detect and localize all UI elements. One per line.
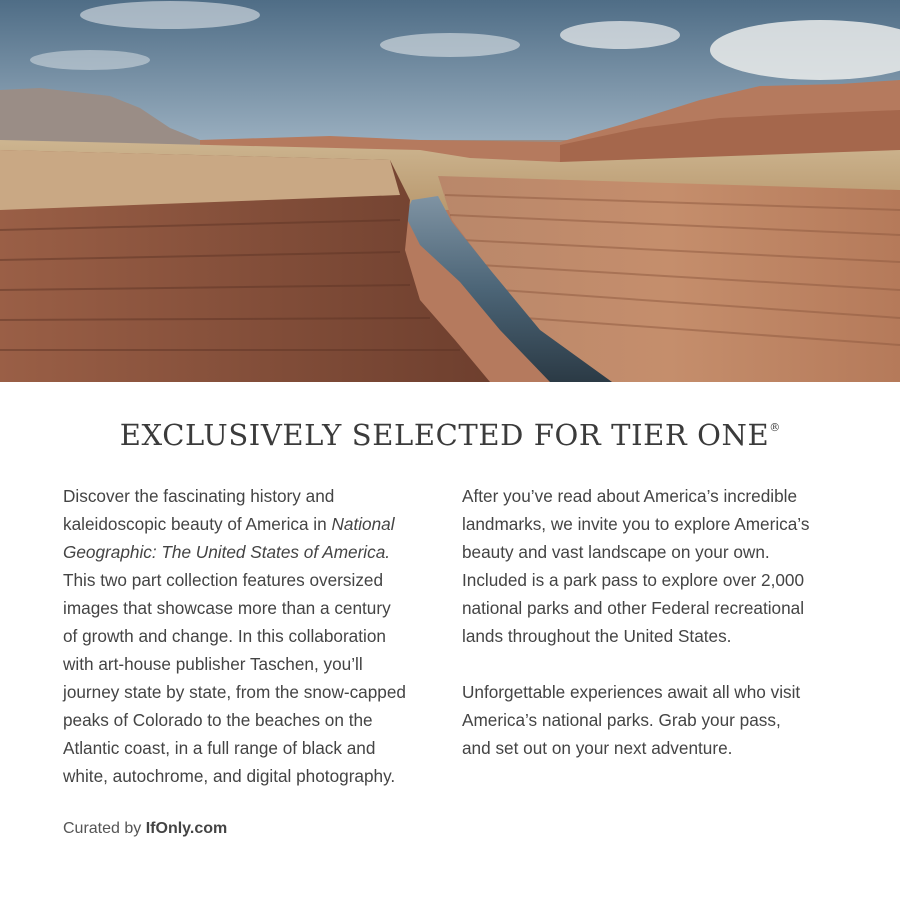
text-line: images that showcase more than a century	[63, 598, 391, 618]
right-paragraph-2	[462, 678, 846, 762]
registered-mark: ®	[769, 421, 781, 434]
left-paragraph	[63, 482, 447, 790]
right-column	[462, 482, 846, 762]
text-line: Unforgettable experiences await all who visit	[462, 682, 801, 702]
text-line: beauty and vast landscape on your own.	[462, 542, 770, 562]
book-title-part1: National	[331, 514, 395, 534]
text-line: lands throughout the United States.	[462, 626, 732, 646]
page-title-text: EXCLUSIVELY SELECTED FOR TIER ONE	[119, 418, 770, 452]
page-title	[0, 418, 900, 452]
text-line: peaks of Colorado to the beaches on the	[63, 710, 373, 730]
text-line: white, autochrome, and digital photography.	[63, 766, 396, 786]
text-line: Included is a park pass to explore over 2,000	[462, 570, 805, 590]
text-line: After you’ve read about America’s incredible	[462, 486, 798, 506]
text-line: America’s national parks. Grab your pass,	[462, 710, 781, 730]
ifonly-brand-link[interactable]: IfOnly.com	[145, 820, 228, 837]
hero-canyon-image	[0, 0, 900, 382]
text-line: and set out on your next adventure.	[462, 738, 733, 758]
text-line: landmarks, we invite you to explore America’s	[462, 514, 810, 534]
curated-by-label: Curated by	[63, 820, 146, 837]
text-line: Discover the fascinating history and	[63, 486, 335, 506]
text-line: journey state by state, from the snow-capped	[63, 682, 406, 702]
text-line: national parks and other Federal recreational	[462, 598, 805, 618]
text-line: with art-house publisher Taschen, you’ll	[63, 654, 363, 674]
text-line: of growth and change. In this collaboration	[63, 626, 386, 646]
text-line: This two part collection features oversized	[63, 570, 384, 590]
curated-by-footer	[63, 820, 227, 838]
book-title-part2: Geographic: The United States of America.	[63, 542, 391, 562]
text-line: kaleidoscopic beauty of America in National	[63, 514, 395, 534]
left-column	[63, 482, 447, 790]
text-line: Atlantic coast, in a full range of black and	[63, 738, 376, 758]
right-paragraph-1	[462, 482, 846, 650]
